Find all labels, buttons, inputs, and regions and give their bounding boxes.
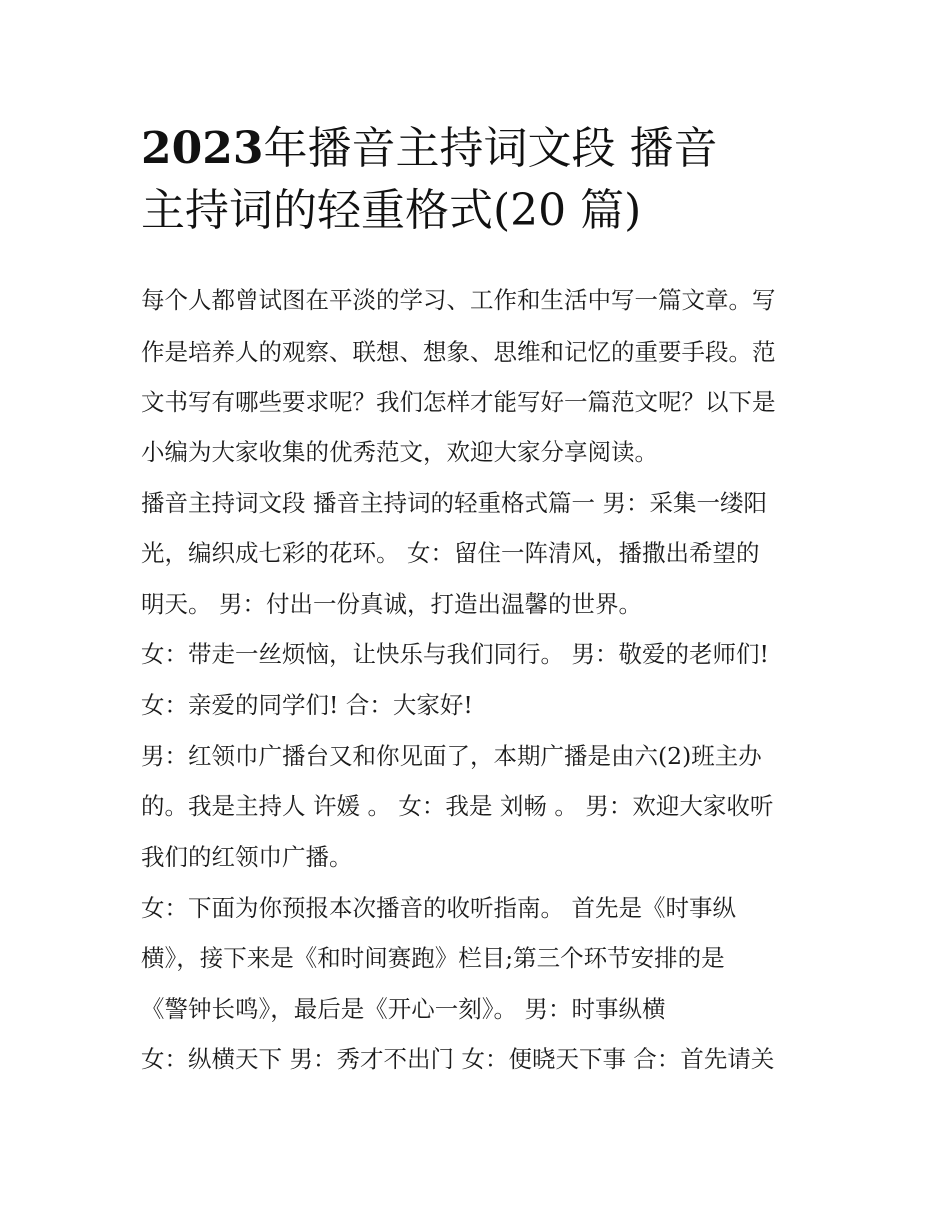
- body-line: 每个人都曾试图在平淡的学习、工作和生活中写一篇文章。写: [141, 286, 776, 314]
- body-line: 横》，接下来是《和时间赛跑》栏目;第三个环节安排的是: [141, 944, 725, 972]
- body-line: 女：纵横天下 男：秀才不出门 女：便晓天下事 合：首先请关: [141, 1045, 775, 1073]
- title-line-1: 年播音主持词文段 播音: [263, 123, 718, 174]
- body-line: 小编为大家收集的优秀范文，欢迎大家分享阅读。: [141, 438, 658, 466]
- document-title: [141, 118, 821, 242]
- body-line: 光，编织成七彩的花环。 女：留住一阵清风，播撒出希望的: [141, 539, 760, 567]
- body-line: 播音主持词文段 播音主持词的轻重格式篇一 男：采集一缕阳: [141, 489, 767, 517]
- body-line: 的。我是主持人 许媛 。 女：我是 刘畅 。 男：欢迎大家收听: [141, 792, 774, 820]
- body-line: 女：亲爱的同学们! 合：大家好!: [141, 691, 473, 719]
- body-line: 我们的红领巾广播。: [141, 843, 353, 871]
- body-line: 作是培养人的观察、联想、想象、思维和记忆的重要手段。范: [141, 338, 776, 366]
- body-line: 女：带走一丝烦恼，让快乐与我们同行。 男：敬爱的老师们!: [141, 640, 769, 668]
- title-line-2: 主持词的轻重格式(20 篇): [141, 185, 642, 236]
- body-line: 文书写有哪些要求呢？我们怎样才能写好一篇范文呢？以下是: [141, 388, 776, 416]
- body-line: 男：红领巾广播台又和你见面了，本期广播是由六(2)班主办: [141, 742, 762, 770]
- body-line: 女：下面为你预报本次播音的收听指南。 首先是《时事纵: [141, 894, 736, 922]
- body-line: 明天。 男：付出一份真诚，打造出温馨的世界。: [141, 590, 642, 618]
- body-line: 《警钟长鸣》，最后是《开心一刻》。 男：时事纵横: [141, 995, 666, 1023]
- title-year: 2023: [141, 123, 264, 174]
